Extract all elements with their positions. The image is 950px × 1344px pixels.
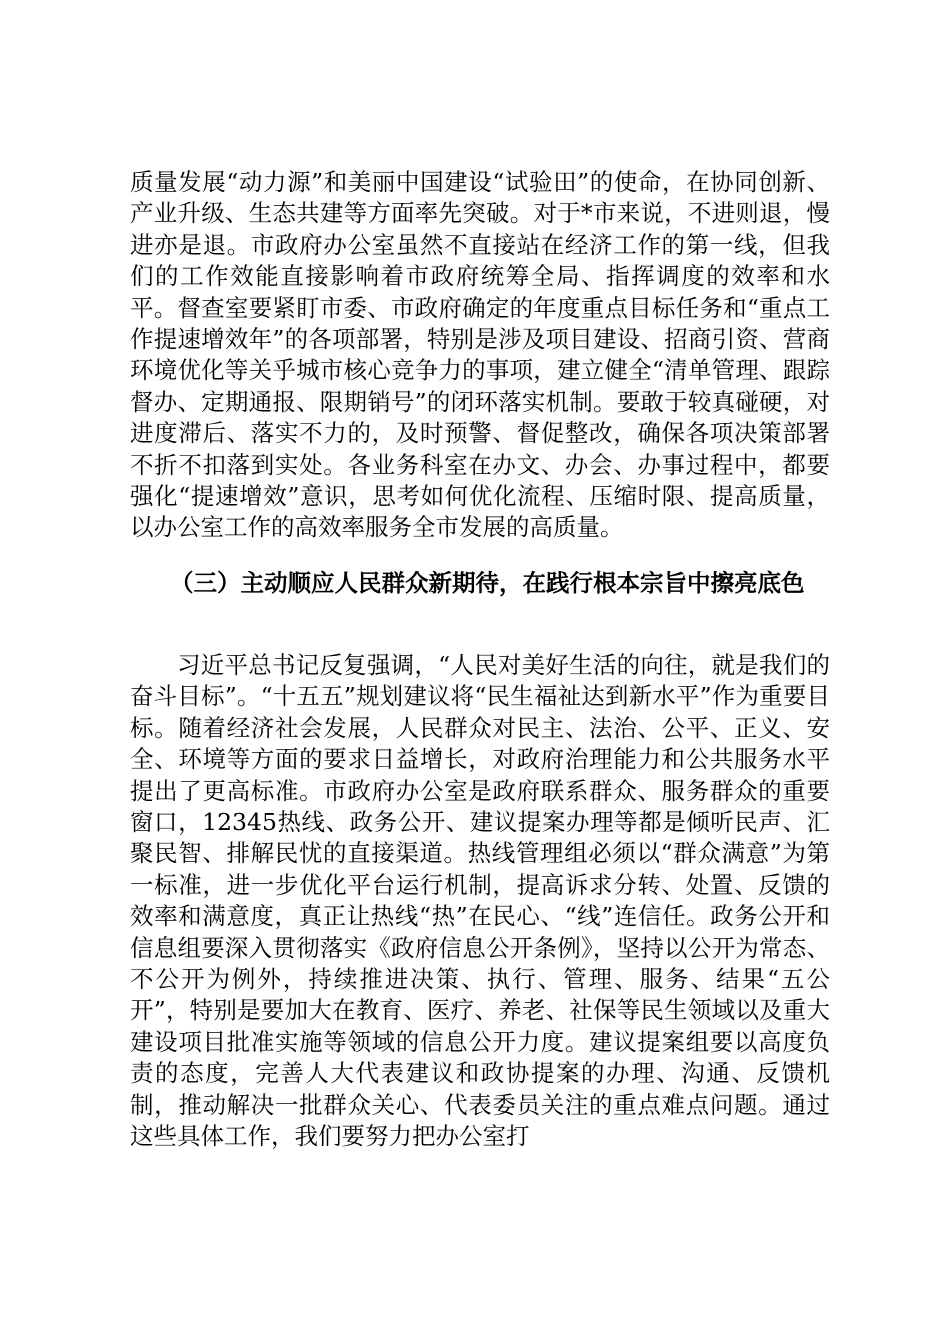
section-heading: （三）主动顺应人民群众新期待，在践行根本宗旨中擦亮底色 xyxy=(170,569,805,597)
body-paragraph: 习近平总书记反复强调，“人民对美好生活的向往，就是我们的奋斗目标”。“十五五”规划建议将“民生福祉达到新水平”作为重要目标。随着经济社会发展，人民群众对民主、法治、公平、正义、安全、环境等方面的要求日益增长，对政府治理能力和公共服务水平提出了更高标准。市政府办公室是政府联系群众、服务群众的重要窗口，12345热线、政务公开、建议提案办理等都是倾听民声、汇聚民智、排解民忧的直接渠道。热线管理组必须以“群众满意”为第一标准，进一步优化平台运行机制，提高诉求分转、处置、反馈的效率和满意度，真正让热线“热”在民心、“线”连信任。政务公开和信息组要深入贯彻落实《政府信息公开条例》，坚持以公开为常态、不公开为例外，持续推进决策、执行、管理、服务、结果“五公开”，特别是要加大在教育、医疗、养老、社保等民生领域以及重大建设项目批准实施等领域的信息公开力度。建议提案组要以高度负责的态度，完善人大代表建议和政协提案的办理、沟通、反馈机制，推动解决一批群众关心、代表委员关注的重点难点问题。通过这些具体工作，我们要努力把办公室打 xyxy=(130,651,830,1151)
body-paragraph: 质量发展“动力源”和美丽中国建设“试验田”的使命，在协同创新、产业升级、生态共建等方面率先突破。对于*市来说，不进则退，慢进亦是退。市政府办公室虽然不直接站在经济工作的第一线，但我们的工作效能直接影响着市政府统筹全局、指挥调度的效率和水平。督查室要紧盯市委、市政府确定的年度重点目标任务和“重点工作提速增效年”的各项部署，特别是涉及项目建设、招商引资、营商环境优化等关乎城市核心竞争力的事项，建立健全“清单管理、跟踪督办、定期通报、限期销号”的闭环落实机制。要敢于较真碰硬，对进度滞后、落实不力的，及时预警、督促整改，确保各项决策部署不折不扣落到实处。各业务科室在办文、办会、办事过程中，都要强化“提速增效”意识，思考如何优化流程、压缩时限、提高质量，以办公室工作的高效率服务全市发展的高质量。 xyxy=(130,168,830,542)
